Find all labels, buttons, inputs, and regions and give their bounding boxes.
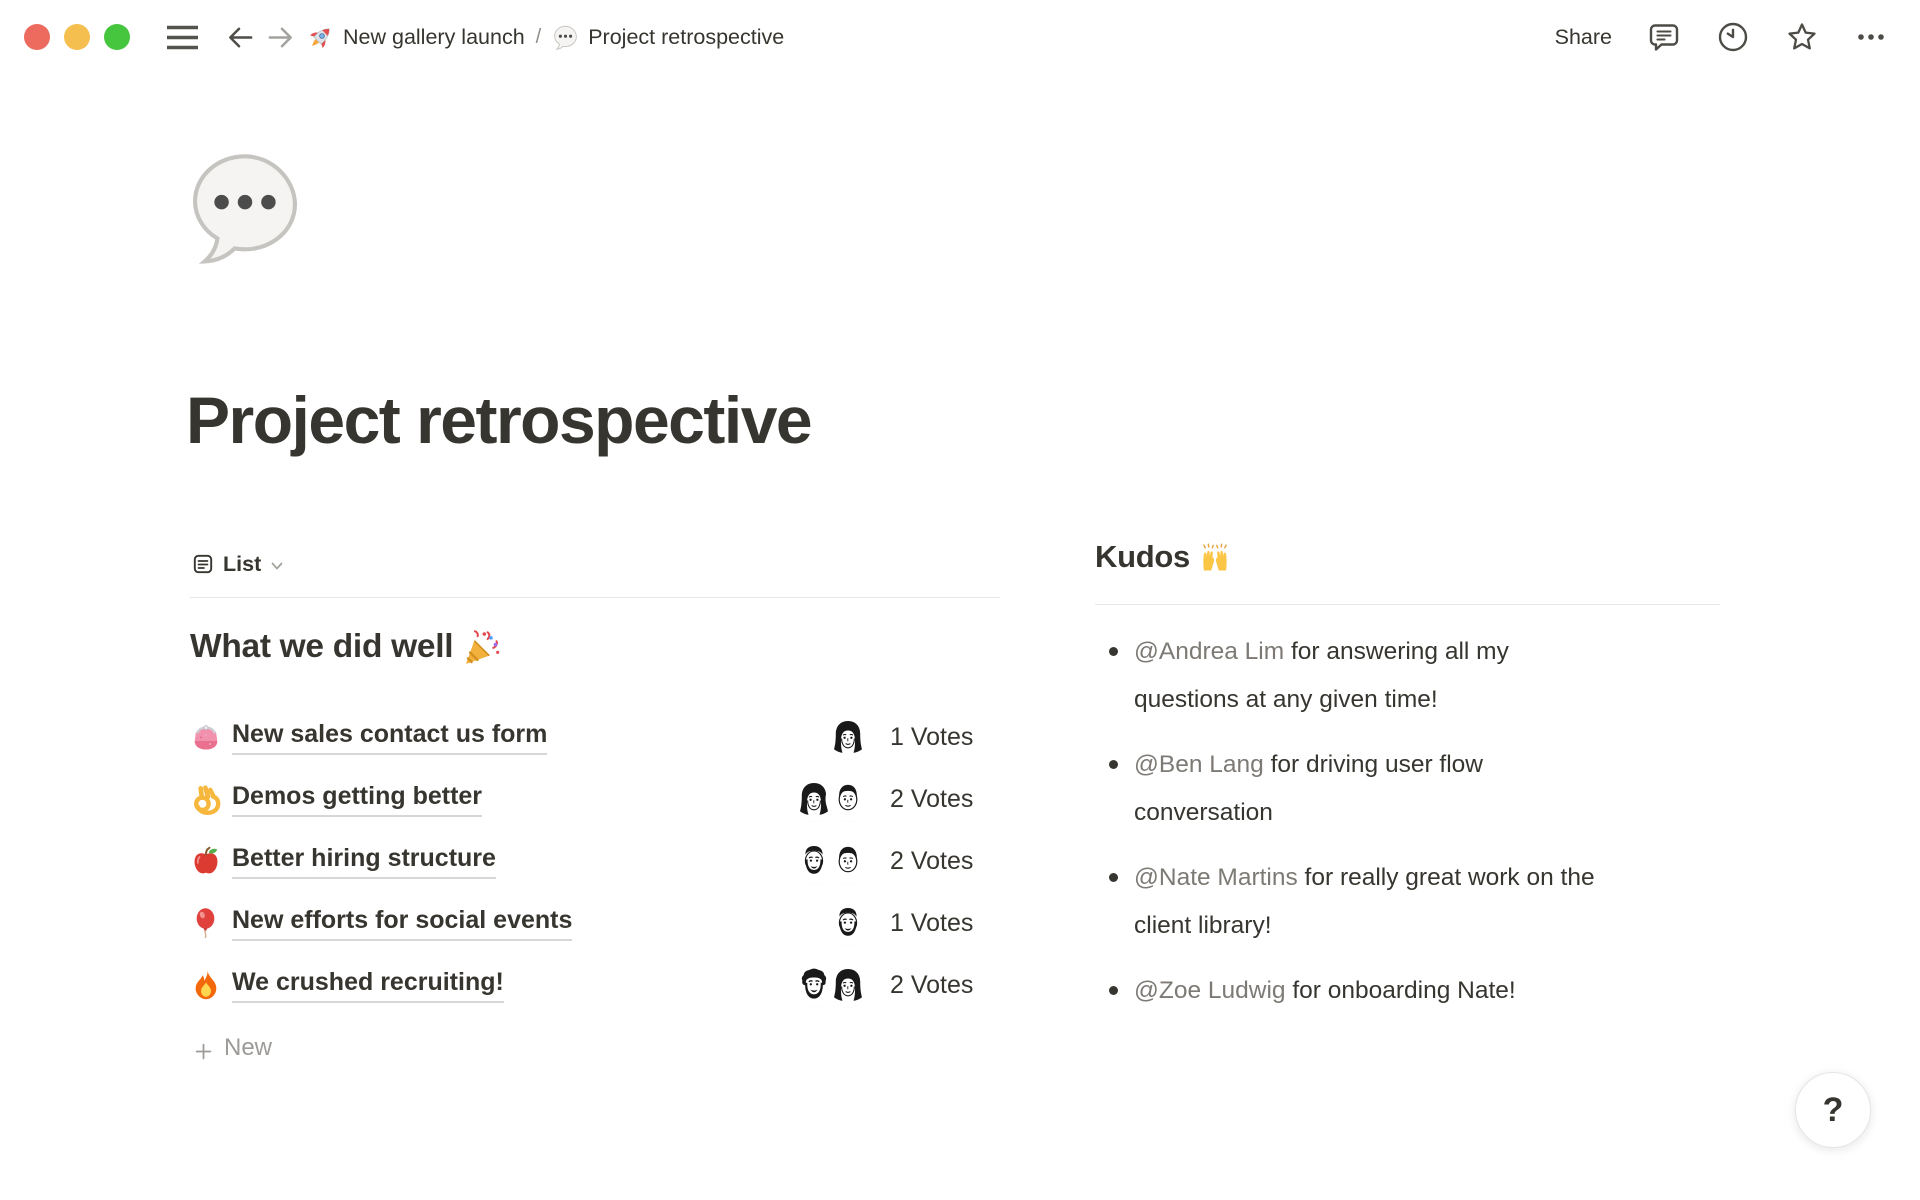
voter-avatars	[828, 717, 868, 757]
voter-avatars	[828, 903, 868, 943]
item-page-link[interactable]: New efforts for social events	[232, 905, 572, 940]
item-votes-cell	[828, 717, 986, 757]
party-popper-icon	[461, 629, 501, 669]
list-item-row[interactable]	[190, 830, 1000, 892]
kudos-heading-row	[1095, 537, 1720, 577]
breadcrumb-current[interactable]: Project retrospective	[588, 24, 785, 49]
comments-icon[interactable]	[1647, 20, 1681, 54]
breadcrumb	[296, 24, 784, 51]
topbar-actions	[1555, 20, 1888, 54]
kudos-message: for driving user flow conversation	[1134, 751, 1484, 826]
page-body	[190, 539, 1720, 1068]
avatar-woman-bob	[828, 965, 868, 1005]
kudos-column	[1095, 539, 1720, 1068]
kudos-message: for onboarding Nate!	[1285, 977, 1516, 1004]
list-item-row[interactable]	[190, 706, 1000, 768]
user-mention[interactable]: @Nate Martins	[1134, 864, 1298, 891]
section-heading: What we did well	[190, 628, 454, 665]
avatar-man-beard	[828, 903, 868, 943]
speech-balloon-icon	[552, 24, 579, 51]
close-window-button[interactable]	[24, 24, 50, 50]
breadcrumb-separator: /	[535, 25, 542, 48]
user-mention[interactable]: @Zoe Ludwig	[1134, 977, 1286, 1004]
share-button[interactable]: Share	[1554, 24, 1612, 49]
kudos-message: for answering all my questions at any given time!	[1134, 638, 1509, 713]
retro-items	[190, 706, 1000, 1016]
votes-count: 2 Votes	[890, 970, 974, 999]
breadcrumb-parent[interactable]: New gallery launch	[343, 24, 525, 49]
list-view-icon	[192, 553, 214, 575]
votes-count: 1 Votes	[890, 722, 974, 751]
item-page-link[interactable]: New sales contact us form	[232, 719, 547, 754]
page-title: Project retrospective	[186, 383, 812, 457]
balloon-icon	[190, 907, 222, 939]
ok-hand-icon	[190, 783, 222, 815]
kudos-item	[1095, 854, 1720, 950]
kudos-heading: Kudos	[1095, 539, 1190, 574]
item-votes-cell	[794, 841, 986, 881]
item-page-link[interactable]: Better hiring structure	[232, 843, 496, 878]
user-mention[interactable]: @Ben Lang	[1134, 751, 1264, 778]
minimize-window-button[interactable]	[64, 24, 90, 50]
plus-icon	[194, 1040, 213, 1059]
bullet-icon	[1109, 986, 1118, 995]
add-new-item-label: New	[224, 1034, 273, 1061]
votes-count: 2 Votes	[890, 784, 974, 813]
list-item-row[interactable]	[190, 954, 1000, 1016]
bullet-icon	[1109, 760, 1118, 769]
forward-icon[interactable]	[265, 22, 296, 53]
avatar-man-short	[828, 841, 868, 881]
bullet-icon	[1109, 873, 1118, 882]
avatar-woman-bob	[828, 717, 868, 757]
list-item-row[interactable]	[190, 768, 1000, 830]
item-page-link[interactable]: We crushed recruiting!	[232, 967, 504, 1002]
kudos-item	[1095, 967, 1720, 1015]
voter-avatars	[794, 965, 868, 1005]
raising-hands-icon	[1199, 542, 1231, 574]
fire-icon	[190, 969, 222, 1001]
list-item-row[interactable]	[190, 892, 1000, 954]
avatar-man-short	[828, 779, 868, 819]
item-votes-cell	[828, 903, 986, 943]
page-icon-speech-balloon[interactable]	[183, 146, 307, 270]
section-heading-row	[190, 624, 1000, 670]
item-votes-cell	[794, 965, 986, 1005]
chevron-down-icon	[269, 558, 285, 574]
red-apple-icon	[190, 845, 222, 877]
voter-avatars	[794, 779, 868, 819]
list-divider	[190, 597, 1000, 598]
help-button[interactable]: ?	[1795, 1072, 1871, 1148]
bullet-icon	[1109, 647, 1118, 656]
more-options-icon[interactable]	[1854, 20, 1888, 54]
kudos-text	[1134, 967, 1516, 1015]
kudos-item	[1095, 741, 1720, 837]
retro-list-column	[190, 542, 1000, 1068]
kudos-divider	[1095, 604, 1720, 605]
add-new-item-button[interactable]	[190, 1028, 272, 1068]
window-top-bar	[0, 0, 1920, 74]
kudos-message: for really great work on the client library!	[1134, 864, 1595, 939]
updates-clock-icon[interactable]	[1716, 20, 1750, 54]
zoom-window-button[interactable]	[104, 24, 130, 50]
user-mention[interactable]: @Andrea Lim	[1134, 638, 1285, 665]
item-page-link[interactable]: Demos getting better	[232, 781, 482, 816]
votes-count: 1 Votes	[890, 908, 974, 937]
kudos-text	[1134, 741, 1604, 837]
rocket-icon	[307, 24, 334, 51]
kudos-item	[1095, 628, 1720, 724]
purse-icon	[190, 721, 222, 753]
sidebar-menu-icon[interactable]	[164, 23, 201, 52]
favorite-star-icon[interactable]	[1785, 20, 1819, 54]
voter-avatars	[794, 841, 868, 881]
kudos-text	[1134, 628, 1604, 724]
back-icon[interactable]	[225, 22, 256, 53]
item-votes-cell	[794, 779, 986, 819]
view-tab-list[interactable]	[190, 544, 285, 584]
votes-count: 2 Votes	[890, 846, 974, 875]
kudos-list	[1095, 628, 1720, 1015]
view-tab-label: List	[223, 551, 262, 576]
kudos-text	[1134, 854, 1604, 950]
